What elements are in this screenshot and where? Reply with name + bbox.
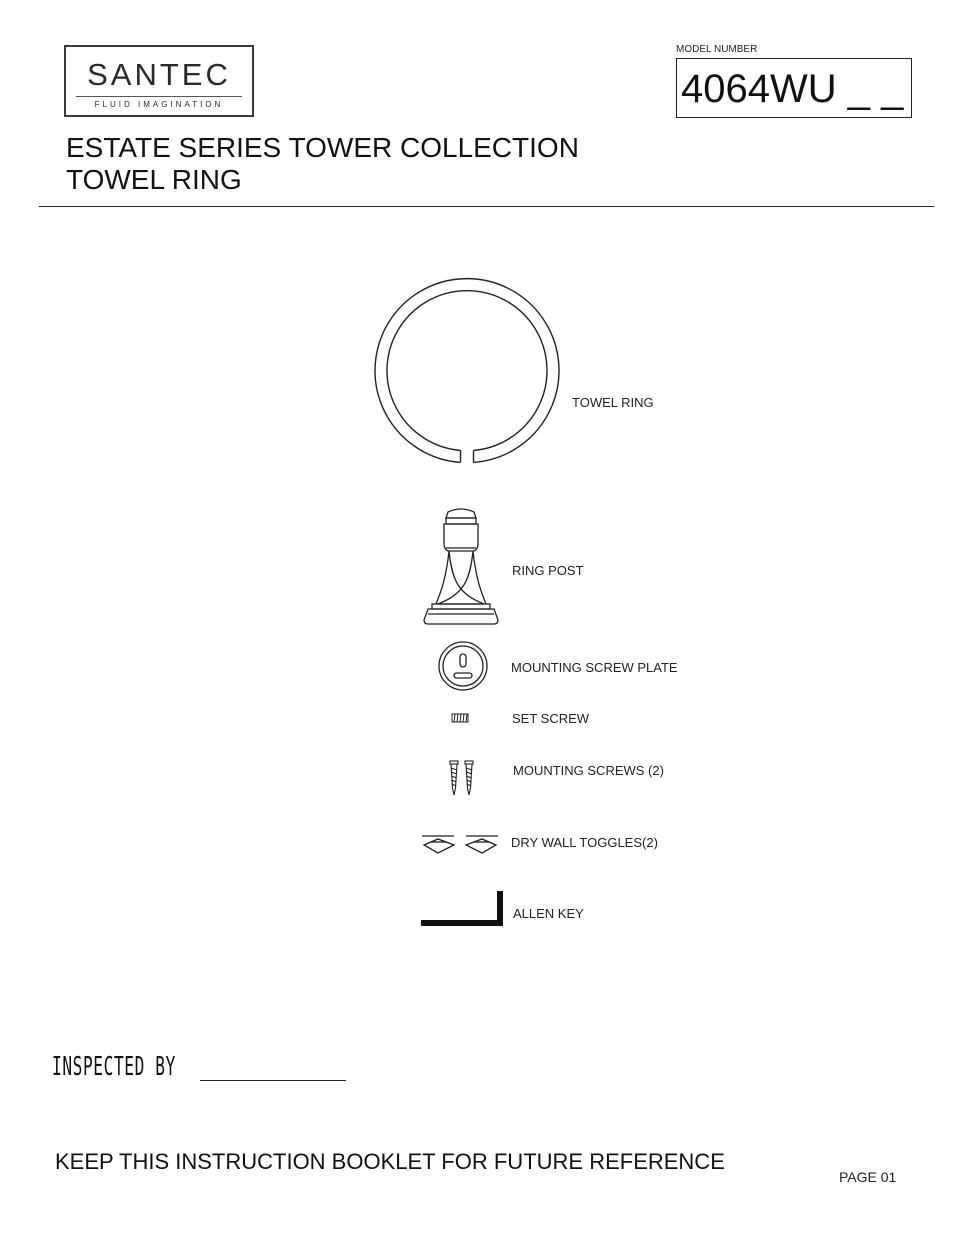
part-label-drywall-toggles: DRY WALL TOGGLES(2) (511, 835, 658, 850)
part-label-allen-key: ALLEN KEY (513, 906, 584, 921)
set-screw-icon (452, 714, 468, 722)
inspected-by-label: INSPECTED BY (52, 1052, 176, 1082)
logo-tagline: FLUID IMAGINATION (94, 100, 224, 109)
part-label-towel-ring: TOWEL RING (572, 395, 654, 410)
allen-key-icon (421, 891, 503, 926)
document-title-product: TOWEL RING (66, 164, 242, 195)
ring-post-icon (424, 509, 498, 624)
mounting-screws-icon (450, 761, 473, 795)
part-label-mounting-screw-plate: MOUNTING SCREW PLATE (511, 660, 678, 675)
part-label-ring-post: RING POST (512, 563, 584, 578)
logo-wordmark: SANTEC (87, 57, 231, 92)
drywall-toggles-icon (422, 836, 498, 853)
model-number-label: MODEL NUMBER (676, 44, 758, 55)
part-label-mounting-screws: MOUNTING SCREWS (2) (513, 763, 664, 778)
keep-booklet-notice: KEEP THIS INSTRUCTION BOOKLET FOR FUTURE REFERENCE (55, 1149, 725, 1174)
towel-ring-icon (375, 279, 559, 463)
mounting-screw-plate-icon (439, 642, 487, 690)
document-title-series: ESTATE SERIES TOWER COLLECTION (66, 132, 579, 163)
page-number: PAGE 01 (839, 1169, 897, 1185)
inspected-by-signature-line (200, 1080, 346, 1081)
model-number-value: 4064WU _ _ (681, 67, 904, 111)
part-label-set-screw: SET SCREW (512, 711, 590, 726)
